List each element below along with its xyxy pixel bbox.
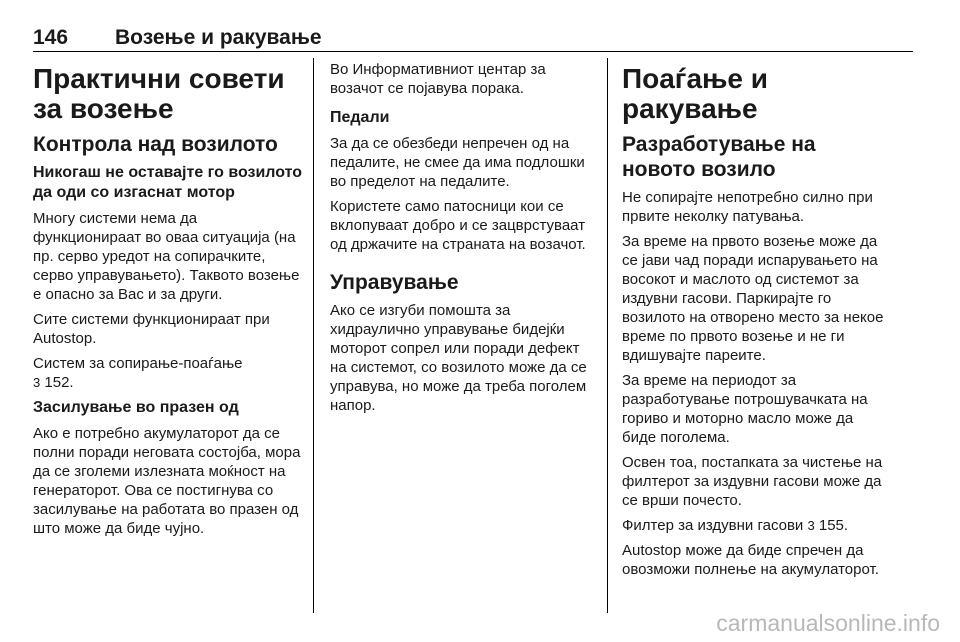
heading-running-in: Разработување на новото возило [622, 133, 816, 181]
reference-label: Филтер за издувни гасови [622, 517, 804, 534]
page-reference-icon: 3 [807, 518, 815, 533]
paragraph: Ако е потребно акумулаторот да се полни поради неговата состојба, мора да се зголеми излезната моќност на генераторот. Ова се постигнува со засилување на работата во празен од што може да биде чујно. [33, 425, 301, 537]
page-reference-link[interactable]: 155. [818, 517, 849, 534]
column-1 [33, 60, 303, 544]
paragraph: За да се обезбеди непречен од на педалите, не смее да има подлошки во пределот на педалите. [330, 135, 585, 190]
page-header [33, 26, 913, 52]
column-divider-1 [313, 58, 314, 613]
heading-pedals: Педали [330, 109, 390, 126]
heading-vehicle-control: Контрола над возилото [33, 133, 278, 156]
heading-steering: Управување [330, 271, 459, 294]
paragraph: Сите системи функционираат при Autostop. [33, 311, 270, 347]
page-reference-icon: 3 [33, 375, 41, 390]
paragraph: Не сопирајте непотребно силно при првите неколку патувања. [622, 189, 873, 225]
heading-idle-boost: Засилување во празен од [33, 399, 239, 416]
paragraph: Користете само патосници кои се вклопуваат добро и се зацврстуваат од држачите на страната на возачот. [330, 198, 586, 253]
paragraph: Многу системи нема да функционираат во оваа ситуација (на пр. серво уредот на сопирачките, серво управувањето). Таквото возење е опасно за Вас и за други. [33, 210, 300, 303]
paragraph: Autostop може да биде спречен да овозможи полнење на акумулаторот. [622, 542, 879, 578]
paragraph: За време на периодот за разработување потрошувачката на гориво и моторно масло може да биде поголема. [622, 372, 868, 446]
column-2 [330, 60, 598, 421]
section-title: Возење и ракување [115, 26, 322, 49]
reference-label: Систем за сопирање-поаѓање [33, 355, 243, 372]
heading-engine-off: Никогаш не оставајте го возилото да оди со изгаснат мотор [33, 164, 303, 201]
heading-starting-operating: Поаѓање и ракување [622, 63, 768, 124]
paragraph-with-reference [33, 354, 303, 392]
paragraph: Освен тоа, постапката за чистење на филтерот за издувни гасови може да се врши почесто. [622, 454, 883, 509]
watermark: carmanualsonline.info [716, 610, 940, 636]
header-divider [33, 51, 913, 52]
paragraph-with-reference [622, 516, 890, 535]
paragraph: За време на првото возење може да се јави чад поради испарувањето на восокот и маслото од системот за издувни гасови. Паркирајте го возилото на отворено место за некое време по првото возење и не ги вдишувајте пареите. [622, 233, 884, 364]
heading-driving-tips: Практични совети за возење [33, 63, 285, 124]
paragraph: Во Информативниот центар за возачот се појавува порака. [330, 61, 546, 97]
page-number: 146 [33, 26, 69, 49]
paragraph: Ако се изгуби помошта за хидраулично управување бидејќи моторот сопрел или поради дефект на системот, со возилото може да се управува, но може да треба поголем напор. [330, 302, 587, 414]
column-divider-2 [607, 58, 608, 613]
page-reference-link[interactable]: 152. [44, 374, 74, 391]
column-3 [622, 60, 890, 585]
